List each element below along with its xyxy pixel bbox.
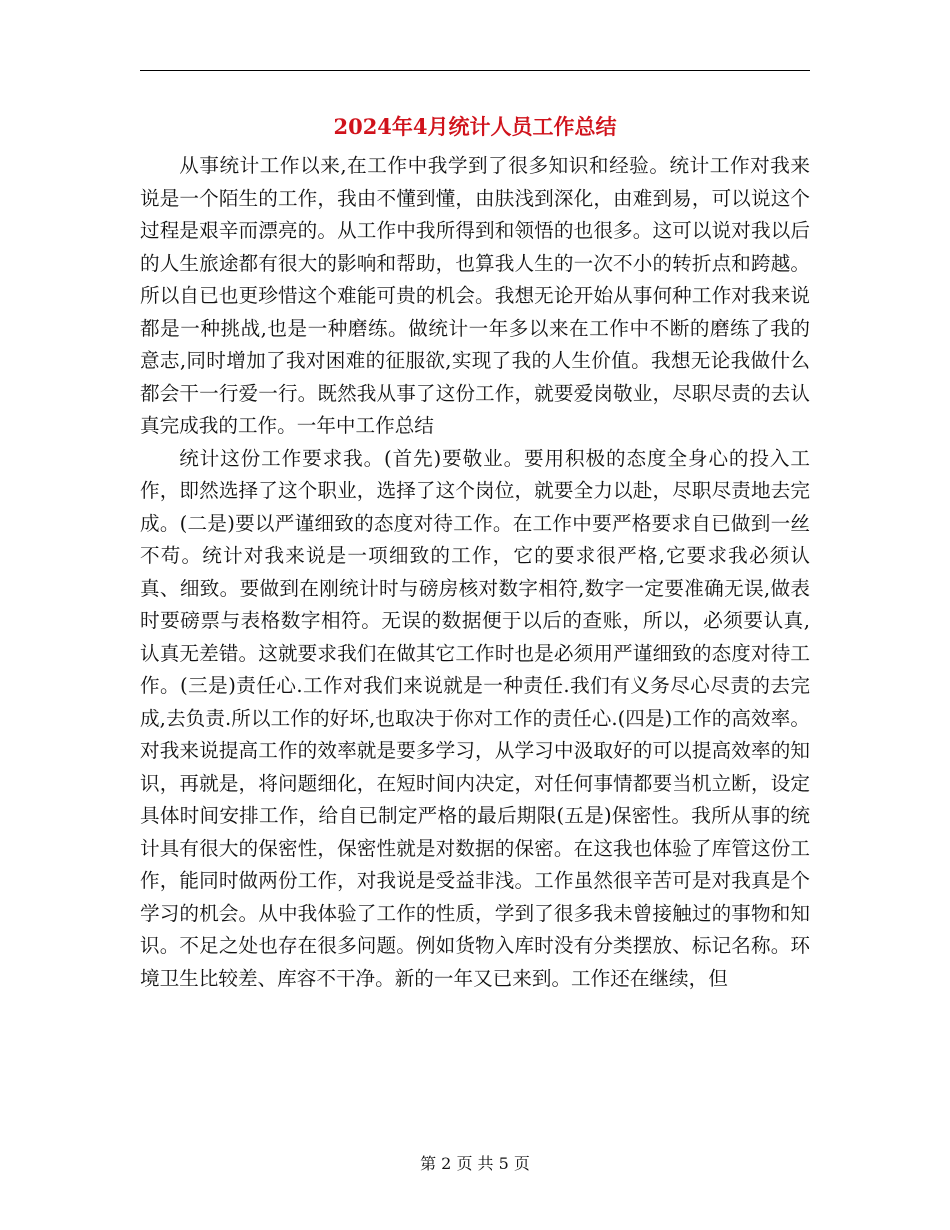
header-rule bbox=[140, 70, 810, 71]
body-paragraph-1: 从事统计工作以来,在工作中我学到了很多知识和经验。统计工作对我来说是一个陌生的工作，我由不懂到懂，由肤浅到深化，由难到易，可以说这个过程是艰辛而漂亮的。从工作中我所得到和领悟的也很多。这可以说对我以后的人生旅途都有很大的影响和帮助，也算我人生的一次不小的转折点和跨越。所以自已也更珍惜这个难能可贵的机会。我想无论开始从事何种工作对我来说都是一种挑战,也是一种磨练。做统计一年多以来在工作中不断的磨练了我的意志,同时增加了我对困难的征服欲,实现了我的人生价值。我想无论我做什么都会干一行爱一行。既然我从事了这份工作，就要爱岗敬业，尽职尽责的去认真完成我的工作。一年中工作总结 bbox=[140, 154, 810, 437]
page-number-footer: 第 2 页 共 5 页 bbox=[420, 1154, 530, 1173]
body-paragraph-2: 统计这份工作要求我。(首先)要敬业。要用积极的态度全身心的投入工作，即然选择了这个职业，选择了这个岗位，就要全力以赴，尽职尽责地去完成。(二是)要以严谨细致的态度对待工作。在工作中要严格要求自已做到一丝不苟。统计对我来说是一项细致的工作，它的要求很严格,它要求我必须认真、细致。要做到在刚统计时与磅房核对数字相符,数字一定要准确无误,做表时要磅票与表格数字相符。无误的数据便于以后的查账，所以，必须要认真,认真无差错。这就要求我们在做其它工作时也是必须用严谨细致的态度对待工作。(三是)责任心.工作对我们来说就是一种责任.我们有义务尽心尽责的去完成,去负责.所以工作的好坏,也取决于你对工作的责任心.(四是)工作的高效率。对我来说提高工作的效率就是要多学习，从学习中汲取好的可以提高效率的知识，再就是，将问题细化，在短时间内决定，对任何事情都要当机立断，设定具体时间安排工作，给自已制定严格的最后期限(五是)保密性。我所从事的统计具有很大的保密性，保密性就是对数据的保密。在这我也体验了库管这份工作，能同时做两份工作，对我说是受益非浅。工作虽然很辛苦可是对我真是个学习的机会。从中我体验了工作的性质，学到了很多我未曾接触过的事物和知识。不足之处也存在很多问题。例如货物入库时没有分类摆放、标记名称。环境卫生比较差、库容不干净。新的一年又已来到。工作还在继续，但 bbox=[140, 446, 810, 990]
document-body bbox=[140, 150, 810, 995]
document-title: 2024年4月统计人员工作总结 bbox=[333, 114, 617, 139]
